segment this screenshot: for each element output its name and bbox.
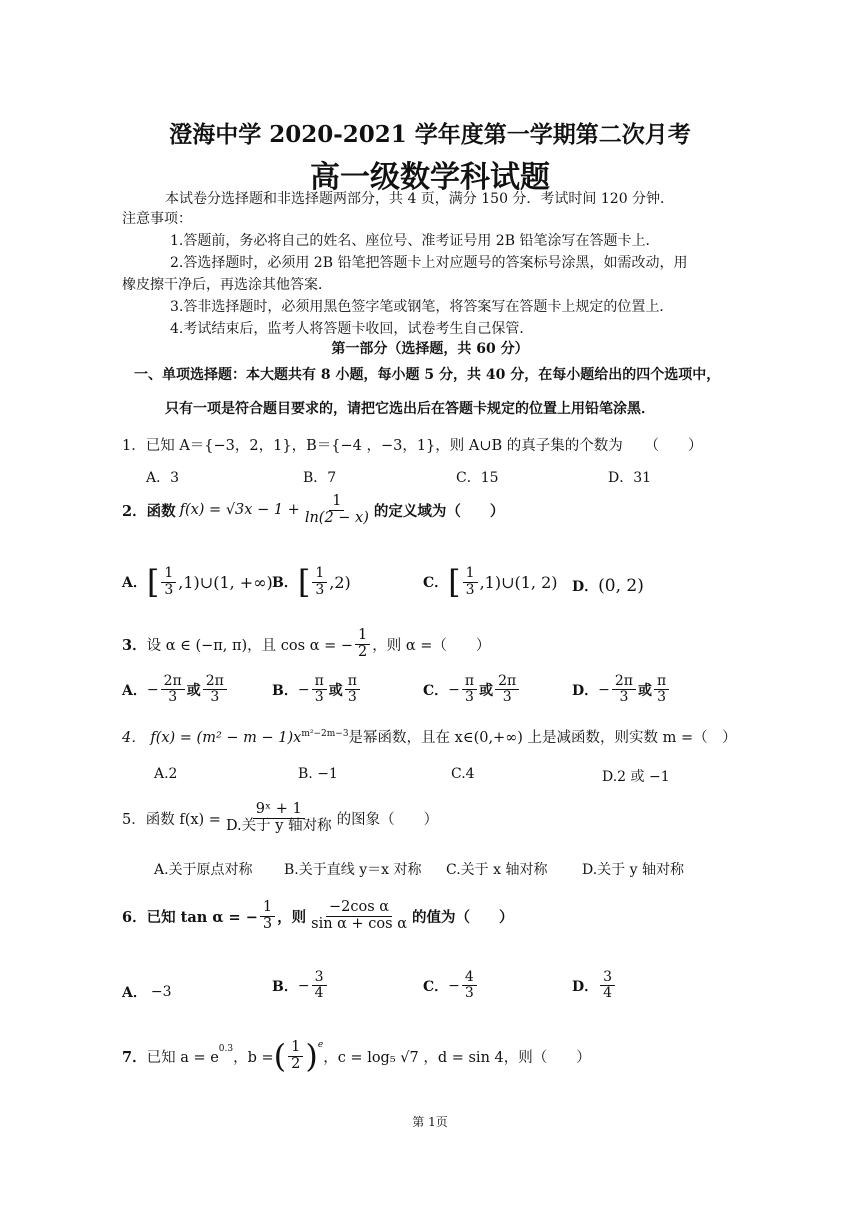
q2c-frac xyxy=(463,566,478,598)
q2b-frac xyxy=(312,566,327,598)
q6b-label: B． xyxy=(272,978,298,995)
question-6-option-d xyxy=(572,970,617,1002)
question-3-number: 3． xyxy=(122,636,147,654)
question-1-option-c: C．15 xyxy=(456,470,499,486)
question-3-option-b xyxy=(272,674,362,706)
question-4-stem xyxy=(122,726,737,747)
question-4-option-c: C.4 xyxy=(451,766,475,782)
q3c-minus: − xyxy=(448,681,460,698)
q2c-den: 3 xyxy=(465,581,475,598)
question-4-option-b: B. −1 xyxy=(298,766,338,782)
q6a-value: −3 xyxy=(150,984,172,1000)
question-7-frac xyxy=(288,1040,303,1073)
q3a-frac2 xyxy=(203,674,227,706)
question-6-lead: 已知 tan α = − xyxy=(146,908,258,926)
page-number: 第 1页 xyxy=(412,1115,448,1129)
q3c-frac1 xyxy=(462,674,477,706)
question-7-exp: 0.3 xyxy=(218,1044,234,1054)
question-5-option-c: C.关于 x 轴对称 xyxy=(446,862,548,878)
q3a-or: 或 xyxy=(186,682,201,699)
question-2-fraction xyxy=(302,494,372,527)
question-3-option-a xyxy=(122,674,229,706)
q3a-d1: 3 xyxy=(168,689,178,706)
q6b-d: 4 xyxy=(314,985,324,1002)
q5-num: 9ˣ + 1 xyxy=(253,802,305,819)
q3d-frac1 xyxy=(612,674,636,706)
q3b-n1: π xyxy=(312,674,327,690)
q6d-frac xyxy=(600,970,615,1002)
question-2-stem xyxy=(122,494,504,527)
question-7-b-exp: e xyxy=(317,1040,324,1050)
q3d-n1: 2π xyxy=(612,674,636,690)
question-3-lead: 设 α ∈ (−π, π)，且 cos α = − xyxy=(146,637,354,654)
q3b-label: B． xyxy=(272,682,298,699)
question-4-option-d: D.2 或 −1 xyxy=(602,769,670,785)
question-6-option-b xyxy=(272,970,329,1002)
q2b-den: 3 xyxy=(315,581,325,598)
q2a-label: A． xyxy=(122,575,147,591)
q2c-label: C． xyxy=(423,575,449,591)
question-3-option-d xyxy=(572,674,671,706)
q3b-minus: − xyxy=(297,681,310,698)
q3b-d1: 3 xyxy=(314,689,324,706)
q3c-n1: π xyxy=(462,674,477,690)
q7-d: 2 xyxy=(291,1055,301,1072)
question-5-lead: 5．函数 f(x) = xyxy=(122,811,221,828)
question-6-stem xyxy=(122,900,514,933)
q6-d: 3 xyxy=(262,915,273,932)
q3b-frac2 xyxy=(345,674,360,706)
q6c-minus: − xyxy=(448,977,460,994)
q6-fn: −2cos α xyxy=(326,900,392,917)
q2d-value: (0, 2) xyxy=(598,576,644,596)
question-4-option-a: A.2 xyxy=(154,766,178,782)
q6c-d: 3 xyxy=(464,985,474,1002)
q3d-label: D． xyxy=(572,682,599,699)
question-4-pre: 4． f(x) = (m² − m − 1)x xyxy=(122,730,302,746)
q6b-frac xyxy=(312,970,327,1002)
question-6-frac1 xyxy=(260,900,275,933)
question-7-b-part: ，b = xyxy=(233,1049,274,1066)
notice-item-1: 1.答题前，务必将自己的姓名、座位号、准考证号用 2B 铅笔涂写在答题卡上． xyxy=(170,233,660,249)
q3b-or: 或 xyxy=(328,682,343,699)
notice-item-2b: 橡皮擦干净后，再选涂其他答案． xyxy=(122,277,332,293)
q3d-minus: − xyxy=(598,681,610,698)
question-6-option-c xyxy=(423,970,479,1002)
q7-lparen: ( xyxy=(273,1037,287,1076)
question-2-frac-num: 1 xyxy=(329,494,344,511)
q2a-frac xyxy=(161,566,176,598)
q2a-bracket: [ xyxy=(146,563,160,601)
q7-n: 1 xyxy=(288,1040,303,1057)
q2b-label: B． xyxy=(272,575,298,591)
q5-den: D.关于 y 轴对称 xyxy=(225,817,332,834)
question-2-lead: 函数 xyxy=(146,502,176,520)
part1-instruction-1: 一、单项选择题：本大题共有 8 小题，每小题 5 分，共 40 分，在每小题给出的四个选项中， xyxy=(134,367,721,383)
question-1-stem: 1．已知 A＝{−3，2，1}，B＝{−4 ，−3，1}，则 A∪B 的真子集的个数为 （ ） xyxy=(122,438,703,454)
q6d-label: D． xyxy=(572,978,599,995)
question-2-tail: 的定义域为（ ） xyxy=(373,502,505,520)
intro-line: 本试卷分选择题和非选择题两部分，共 4 页，满分 150 分．考试时间 120 分钟． xyxy=(165,191,675,207)
q3b-d2: 3 xyxy=(347,689,357,706)
question-2-number: 2． xyxy=(122,502,147,520)
notice-item-2a: 2.答选择题时，必须用 2B 铅笔把答题卡上对应题号的答案标号涂黑，如需改动，用 xyxy=(170,255,688,271)
question-2-option-a xyxy=(122,563,273,601)
question-2-frac-den: ln(2 − x) xyxy=(304,509,369,526)
q2c-num: 1 xyxy=(463,566,478,582)
question-7-lead: 已知 a = e xyxy=(146,1049,219,1066)
q2b-bracket: [ xyxy=(297,563,311,601)
question-2-function: f(x) = √3x − 1 + xyxy=(179,502,300,519)
question-7-c-part: ，c = log₅ √7 ，d = sin 4，则（ ） xyxy=(323,1049,591,1066)
question-3-frac xyxy=(355,628,370,661)
question-6-option-a xyxy=(122,982,172,1002)
question-3-stem xyxy=(122,628,490,661)
q3a-frac1 xyxy=(161,674,185,706)
question-4-post: 是幂函数，且在 x∈(0,+∞) 上是减函数，则实数 m =（ ） xyxy=(348,730,737,746)
q6d-n: 3 xyxy=(600,970,615,986)
notice-item-4: 4.考试结束后，监考人将答题卡收回，试卷考生自己保管． xyxy=(170,321,534,337)
question-7-stem xyxy=(122,1037,591,1076)
q3d-n2: π xyxy=(654,674,669,690)
q3d-d2: 3 xyxy=(657,689,667,706)
q3a-n1: 2π xyxy=(161,674,185,690)
q3c-label: C． xyxy=(423,682,449,699)
part1-heading: 第一部分（选择题，共 60 分） xyxy=(331,341,529,357)
question-5-tail: 的图象（ ） xyxy=(336,811,439,828)
question-6-frac2 xyxy=(308,900,410,933)
q3c-d2: 3 xyxy=(502,689,512,706)
q2c-tail: ,1)∪(1, 2) xyxy=(479,572,558,592)
question-5-option-d: D.关于 y 轴对称 xyxy=(582,862,684,878)
q3c-or: 或 xyxy=(479,682,494,699)
q6-fd: sin α + cos α xyxy=(311,915,408,932)
notice-item-3: 3.答非选择题时，必须用黑色签字笔或钢笔，将答案写在答题卡上规定的位置上． xyxy=(170,299,674,315)
question-1-option-d: D．31 xyxy=(608,470,652,486)
q6b-n: 3 xyxy=(312,970,327,986)
exam-title: 澄海中学 2020-2021 学年度第一学期第二次月考 xyxy=(169,121,691,148)
q3b-frac1 xyxy=(312,674,327,706)
part1-instruction-2: 只有一项是符合题目要求的，请把它选出后在答题卡规定的位置上用铅笔涂黑． xyxy=(165,401,655,417)
question-2-option-d xyxy=(572,576,644,596)
q3b-n2: π xyxy=(345,674,360,690)
q3-den: 2 xyxy=(358,643,368,660)
q6c-label: C． xyxy=(423,978,449,995)
question-6-mid: ，则 xyxy=(277,908,307,926)
q3c-d1: 3 xyxy=(465,689,474,706)
q2a-den: 3 xyxy=(164,581,174,598)
exam-subtitle: 高一级数学科试题 xyxy=(310,160,550,195)
q6b-minus: − xyxy=(297,977,310,994)
q3a-n2: 2π xyxy=(203,674,227,690)
q3c-frac2 xyxy=(495,674,519,706)
question-5-option-a: A.关于原点对称 xyxy=(154,862,253,878)
question-5-stem xyxy=(122,802,438,835)
q2c-bracket: [ xyxy=(448,563,461,601)
question-4-exponent: m²−2m−3 xyxy=(301,729,349,740)
q3a-d2: 3 xyxy=(210,689,220,706)
q2a-tail: ,1)∪(1, +∞) xyxy=(178,572,273,592)
q3a-label: A． xyxy=(122,682,147,699)
q6c-frac xyxy=(462,970,477,1002)
q3a-minus: − xyxy=(146,681,159,698)
question-1-option-b: B．7 xyxy=(303,470,337,486)
q3d-or: 或 xyxy=(637,682,652,699)
notice-label: 注意事项： xyxy=(122,211,192,227)
question-3-option-c xyxy=(423,674,521,706)
question-6-tail: 的值为（ ） xyxy=(412,908,514,926)
q2d-label: D． xyxy=(572,579,599,595)
q3d-d1: 3 xyxy=(619,689,629,706)
q2b-num: 1 xyxy=(312,566,327,582)
q2a-num: 1 xyxy=(161,566,176,582)
q6d-d: 4 xyxy=(603,985,613,1002)
question-5-option-b: B.关于直线 y＝x 对称 xyxy=(284,862,422,878)
q3c-n2: 2π xyxy=(495,674,519,690)
q6-n: 1 xyxy=(260,900,275,917)
question-6-number: 6． xyxy=(122,908,147,926)
q7-rparen: ) xyxy=(305,1037,318,1076)
q6c-n: 4 xyxy=(462,970,477,986)
q6a-label: A． xyxy=(122,985,147,1001)
q3d-frac2 xyxy=(654,674,669,706)
question-7-number: 7． xyxy=(122,1048,147,1066)
question-2-option-b xyxy=(272,563,351,601)
question-2-option-c xyxy=(423,563,558,601)
question-3-tail: ，则 α =（ ） xyxy=(372,637,491,654)
question-1-option-a: A．3 xyxy=(146,470,180,486)
q3-num: 1 xyxy=(355,628,370,645)
question-5-frac xyxy=(223,802,335,835)
q2b-tail: ,2) xyxy=(329,572,351,592)
